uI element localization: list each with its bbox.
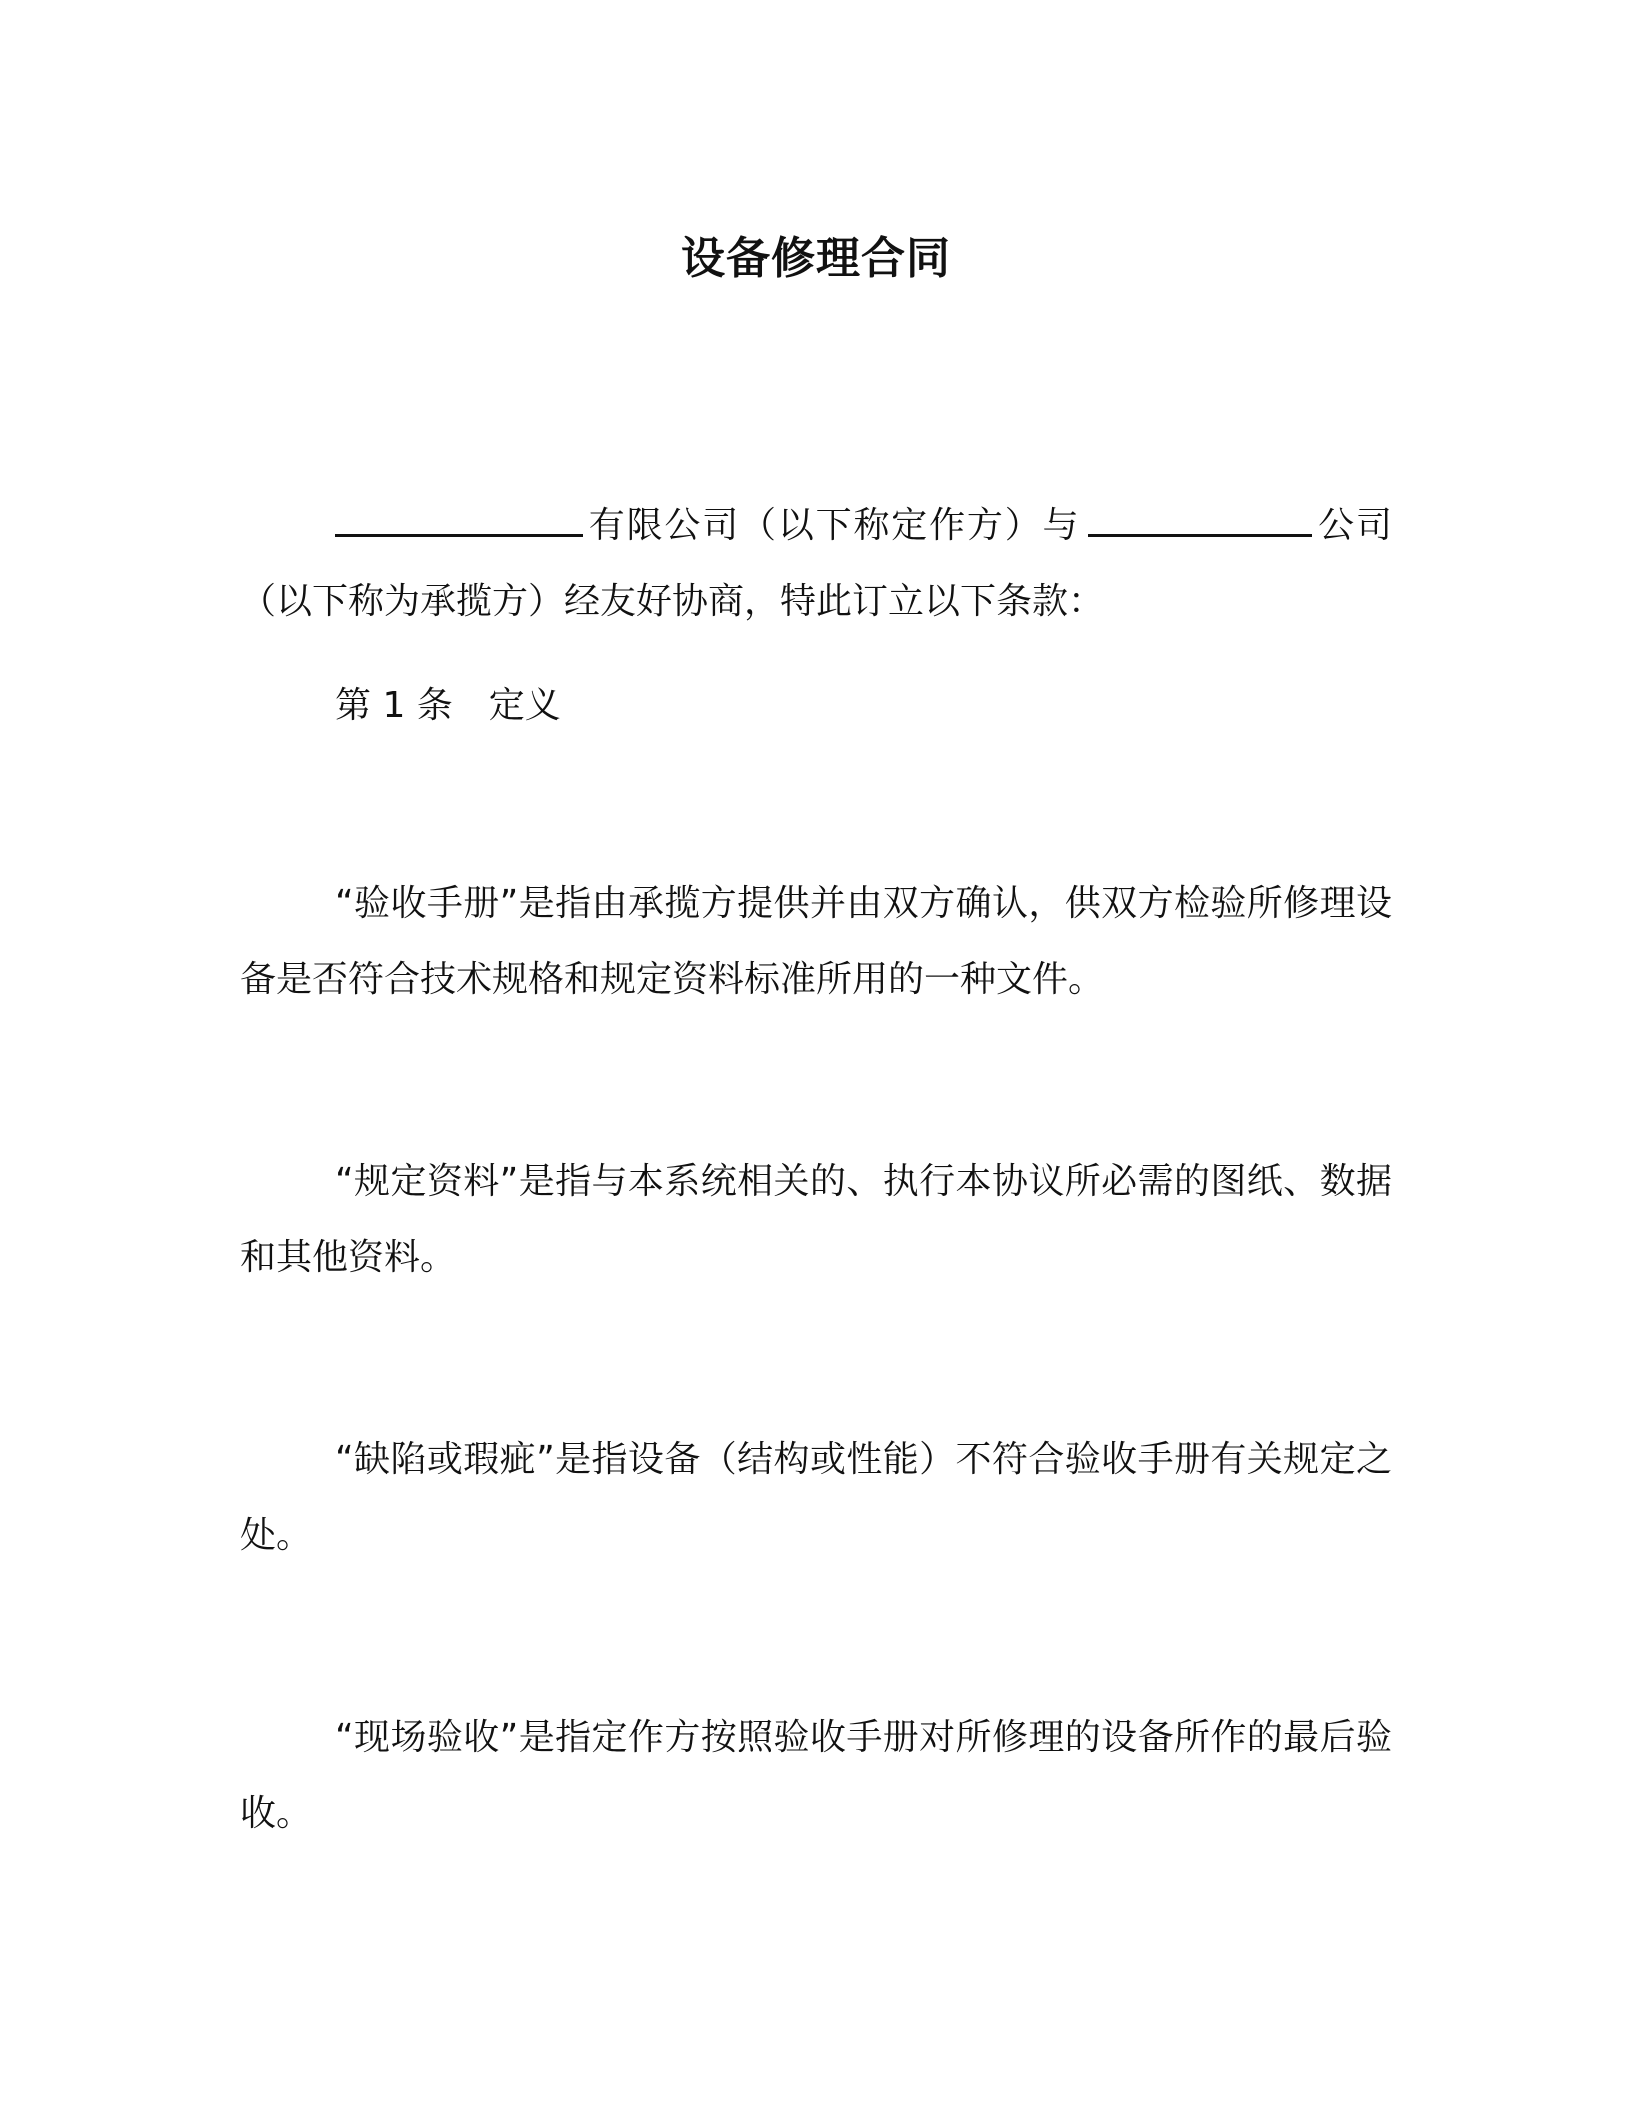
document-title: 设备修理合同 xyxy=(681,233,951,284)
party-b-blank xyxy=(1088,500,1312,537)
intro-part1: 有限公司（以下称定作方）与 xyxy=(587,505,1081,546)
article-heading: 定义 xyxy=(488,685,561,726)
definition-paragraph: “现场验收”是指定作方按照验收手册对所修理的设备所作的最后验收。 xyxy=(240,1717,1392,1834)
definition-paragraph: “缺陷或瑕疵”是指设备（结构或性能）不符合验收手册有关规定之处。 xyxy=(240,1439,1392,1556)
definition-paragraph: “验收手册”是指由承揽方提供并由双方确认，供双方检验所修理设备是否符合技术规格和规定资料标准所用的一种文件。 xyxy=(240,883,1392,1000)
definition-paragraph: “规定资料”是指与本系统相关的、执行本协议所必需的图纸、数据和其他资料。 xyxy=(240,1161,1392,1278)
article-number: 第 1 条 xyxy=(335,685,453,726)
party-a-blank xyxy=(335,500,583,537)
intro-part2: 公司（以下称为承揽方）经友好协商，特此订立以下条款： xyxy=(240,505,1392,622)
intro-paragraph xyxy=(240,488,1392,640)
article-1-heading xyxy=(240,668,1392,744)
